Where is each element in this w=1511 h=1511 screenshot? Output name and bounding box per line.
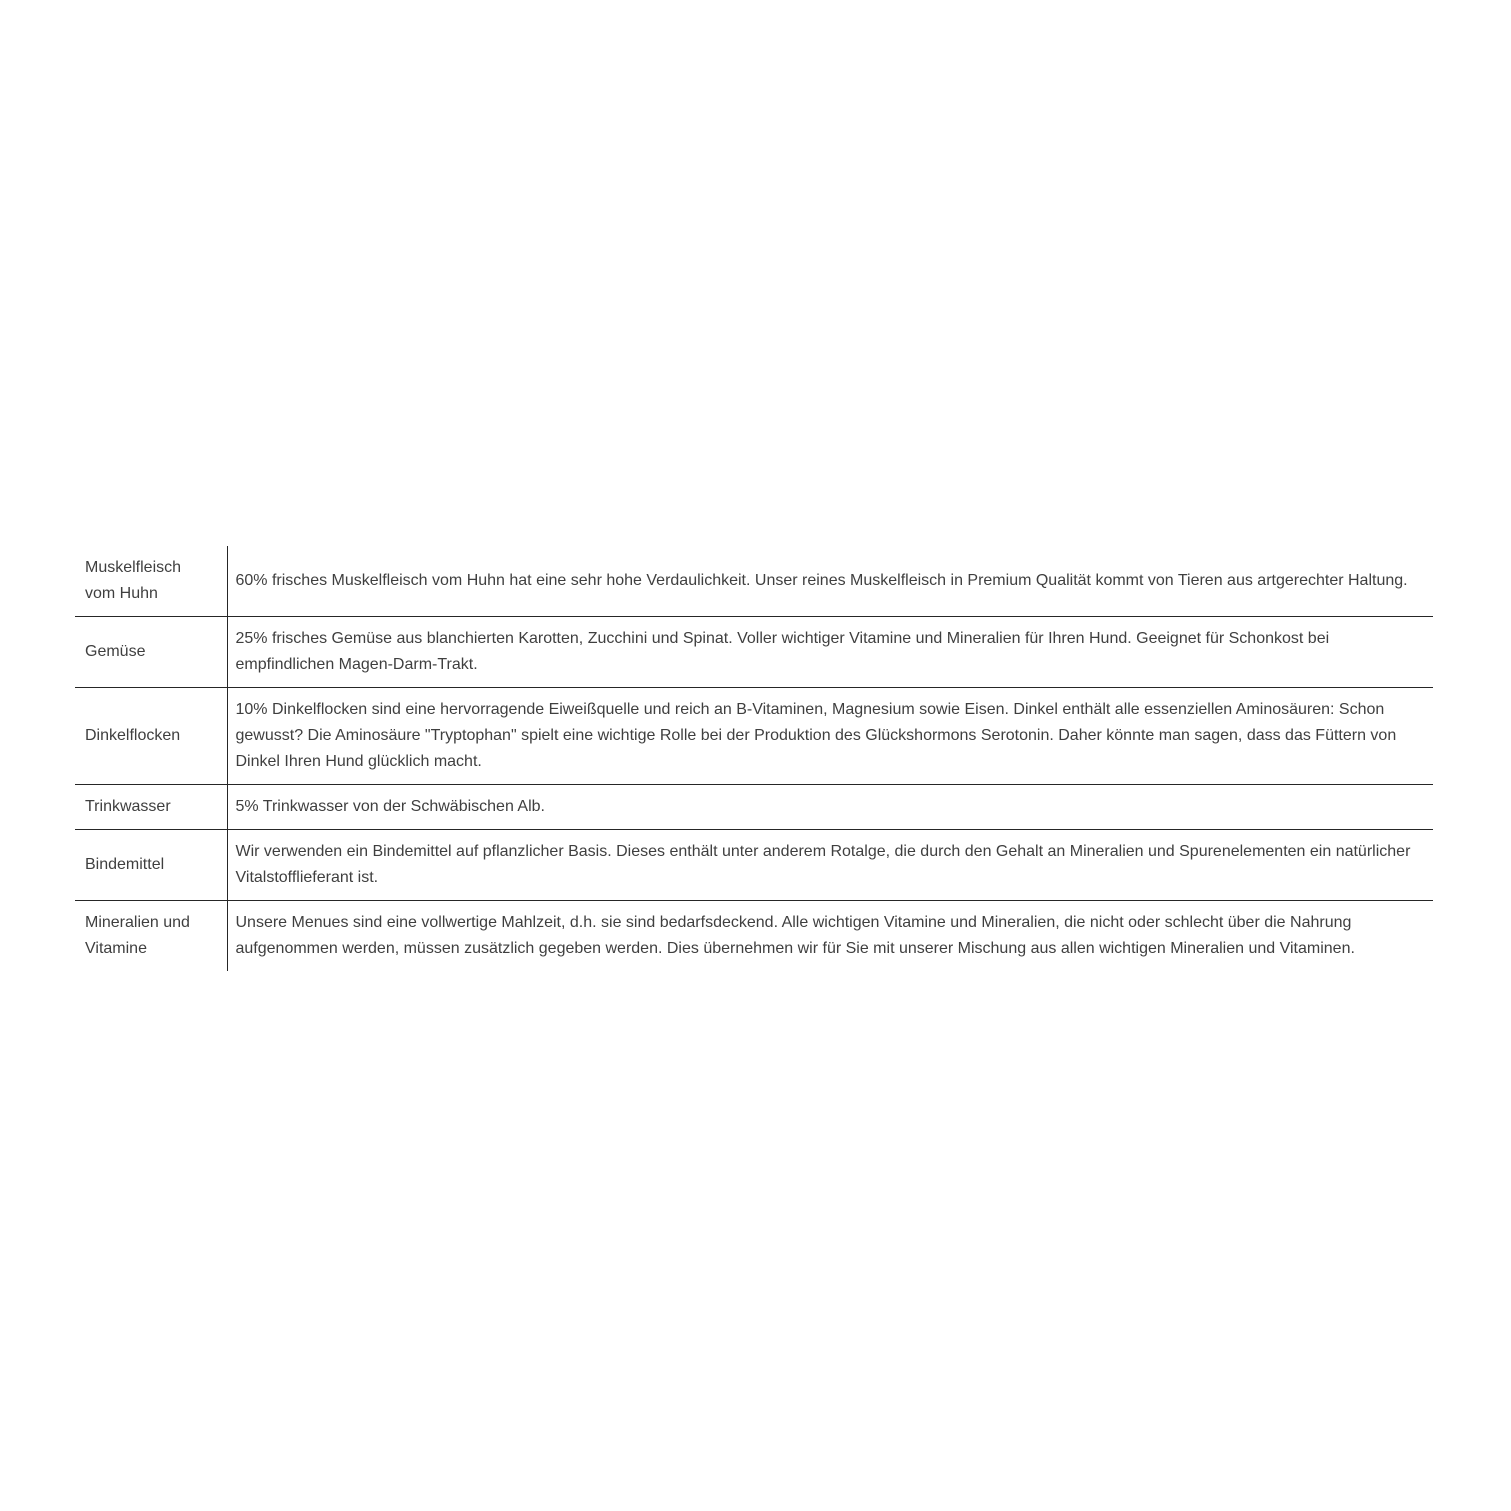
table-row [75,546,1433,617]
table-row [75,785,1433,830]
table-row [75,617,1433,688]
ingredient-description-cell: 10% Dinkelflocken sind eine hervorragende Eiweißquelle und reich an B-Vitaminen, Magnesium sowie Eisen. Dinkel enthält alle essenziellen Aminosäuren: Schon gewusst? Die Aminosäure "Tryptophan" spielt eine wichtige Rolle bei der Produktion des Glückshormons Serotonin. Daher könnte man sagen, dass das Füttern von Dinkel Ihren Hund glücklich macht. [227,688,1433,785]
ingredient-description-cell: 5% Trinkwasser von der Schwäbischen Alb. [227,785,1433,830]
table-row [75,901,1433,972]
ingredient-description-cell: 25% frisches Gemüse aus blanchierten Karotten, Zucchini und Spinat. Voller wichtiger Vitamine und Mineralien für Ihren Hund. Geeignet für Schonkost bei empfindlichen Magen-Darm-Trakt. [227,617,1433,688]
ingredient-description-cell: Wir verwenden ein Bindemittel auf pflanzlicher Basis. Dieses enthält unter anderem Rotalge, die durch den Gehalt an Mineralien und Spurenelementen ein natürlicher Vitalstofflieferant ist. [227,830,1433,901]
ingredient-name-cell: Dinkelflocken [75,688,227,785]
ingredient-name-cell: Muskelfleisch vom Huhn [75,546,227,617]
ingredient-name-cell: Bindemittel [75,830,227,901]
ingredient-name-cell: Gemüse [75,617,227,688]
table-row [75,830,1433,901]
ingredient-name-cell: Mineralien und Vitamine [75,901,227,972]
ingredient-description-cell: Unsere Menues sind eine vollwertige Mahlzeit, d.h. sie sind bedarfsdeckend. Alle wichtigen Vitamine und Mineralien, die nicht oder schlecht über die Nahrung aufgenommen werden, müssen zusätzlich gegeben werden. Dies übernehmen wir für Sie mit unserer Mischung aus allen wichtigen Mineralien und Vitaminen. [227,901,1433,972]
ingredient-description-cell: 60% frisches Muskelfleisch vom Huhn hat eine sehr hohe Verdaulichkeit. Unser reines Muskelfleisch in Premium Qualität kommt von Tieren aus artgerechter Haltung. [235,572,1408,589]
ingredient-name-cell: Trinkwasser [75,785,227,830]
ingredients-table [75,546,1433,971]
table-row [75,688,1433,785]
